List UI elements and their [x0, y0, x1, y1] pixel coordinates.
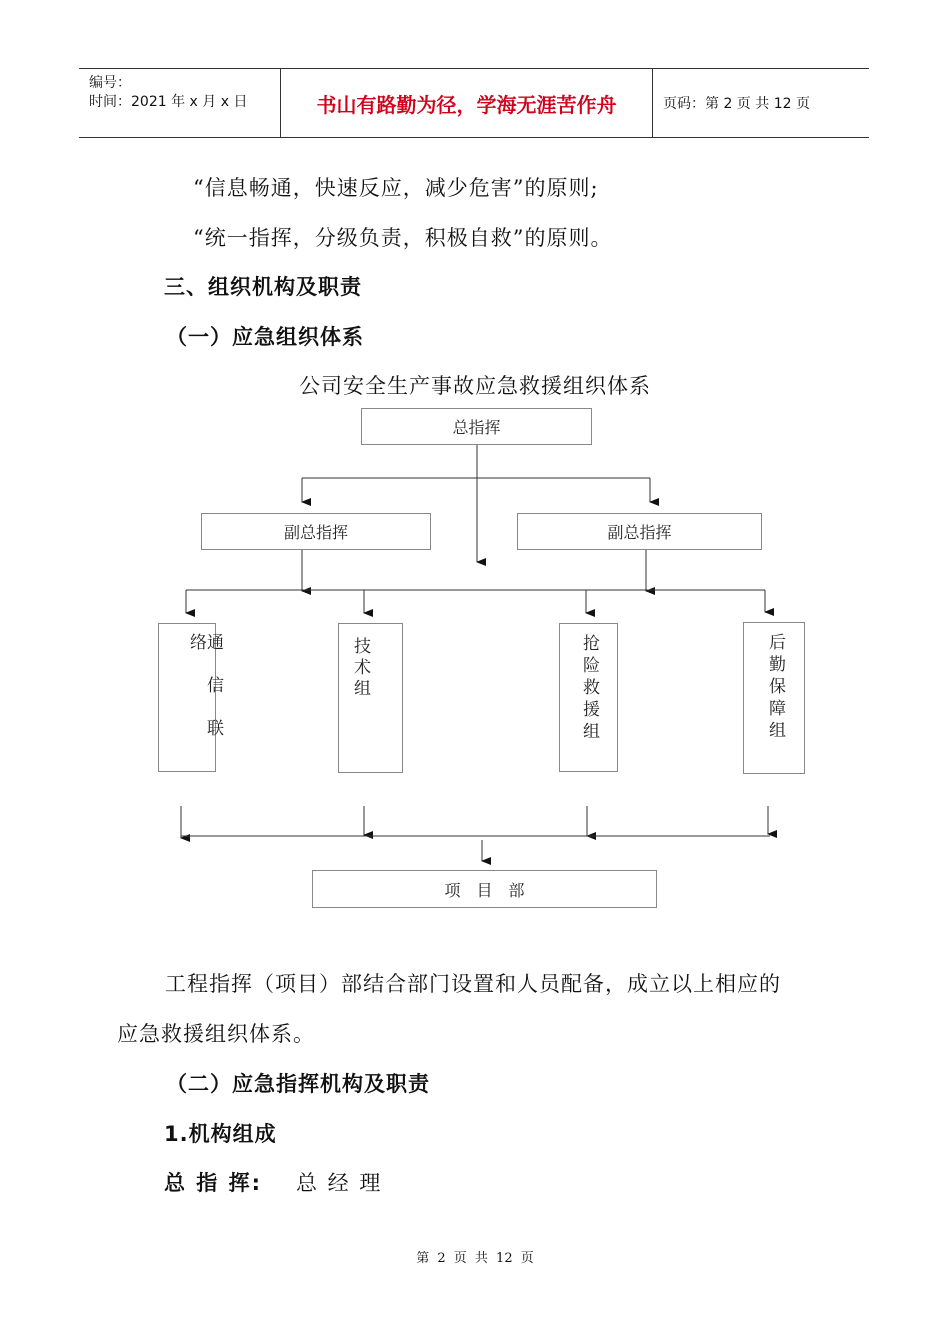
- item-1-heading: 1.机构组成: [164, 1122, 277, 1146]
- subsection-2-heading: （二）应急指挥机构及职责: [166, 1072, 430, 1096]
- org-box-logistics-label: 后勤保障组: [765, 633, 785, 743]
- org-chart-title: 公司安全生产事故应急救援组织体系: [299, 374, 651, 398]
- subsection-1-heading: （一）应急组织体系: [166, 325, 364, 349]
- page-footer: 第 2 页 共 12 页: [416, 1251, 534, 1266]
- org-box-logistics: [743, 622, 805, 774]
- header-page-info: 页码：第 2 页 共 12 页: [663, 96, 810, 112]
- principle-1: “信息畅通，快速反应，减少危害”的原则;: [193, 176, 599, 200]
- section-3-heading: 三、组织机构及职责: [164, 275, 362, 299]
- principle-2: “统一指挥，分级负责，积极自救”的原则。: [193, 226, 613, 250]
- org-box-deputy-right: [517, 513, 762, 550]
- org-box-technical-label: 技术组: [350, 637, 370, 700]
- org-box-communication-label: 通信联络: [186, 633, 223, 762]
- org-box-rescue: [559, 623, 618, 772]
- document-date: 时间：2021 年 x 月 x 日: [89, 94, 248, 110]
- org-box-project-dept-label: 项 目 部: [444, 880, 525, 900]
- commander-value: 总 经 理: [296, 1171, 383, 1195]
- org-box-project-dept: [312, 870, 657, 908]
- org-box-rescue-label: 抢险救援组: [579, 634, 599, 744]
- commander-label: 总 指 挥:: [164, 1171, 263, 1195]
- document-number-label: 编号：: [89, 75, 131, 91]
- paragraph-line-2: 应急救援组织体系。: [117, 1022, 315, 1046]
- header-motto: 书山有路勤为径，学海无涯苦作舟: [316, 92, 617, 117]
- org-box-deputy-left: [201, 513, 431, 550]
- paragraph-line-1: 工程指挥（项目）部结合部门设置和人员配备，成立以上相应的: [165, 972, 781, 996]
- org-box-communication: [158, 623, 223, 772]
- org-box-commander: [361, 408, 592, 445]
- org-box-commander-label: 总指挥: [452, 418, 501, 437]
- org-box-deputy-left-label: 副总指挥: [283, 523, 348, 542]
- org-box-deputy-right-label: 副总指挥: [607, 523, 672, 542]
- org-box-technical: [338, 623, 403, 773]
